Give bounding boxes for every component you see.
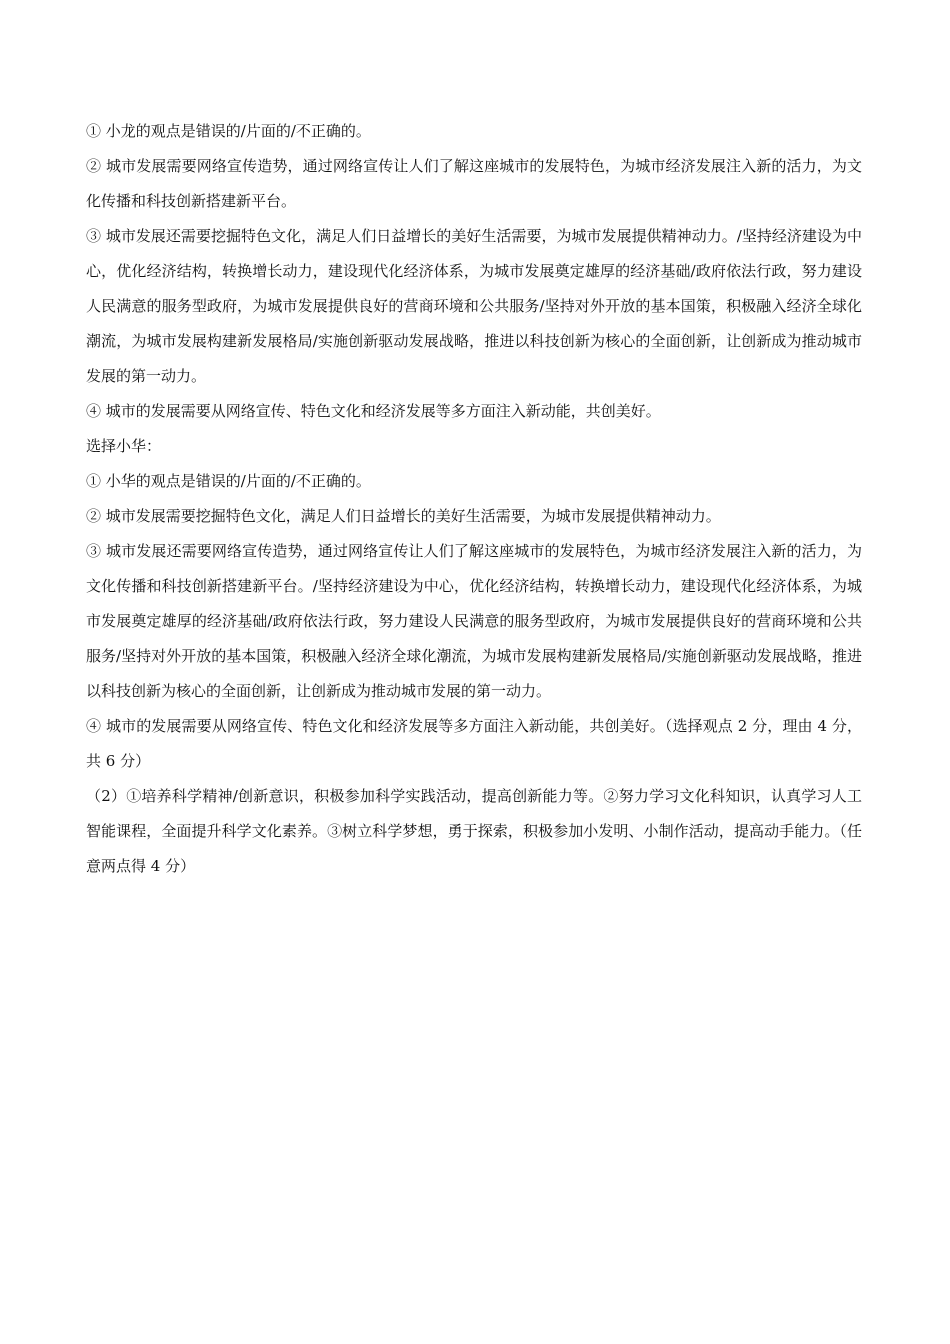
paragraph-choose-xiaohua: 选择小华： (86, 437, 162, 455)
paragraph-xiaohua-point-4: ④ 城市的发展需要从网络宣传、特色文化和经济发展等多方面注入新动能，共创美好。（选择观点 2 分，理由 4 分，共 6 分） (86, 717, 862, 770)
paragraph-xiaohua-point-3: ③ 城市发展还需要网络宣传造势，通过网络宣传让人们了解这座城市的发展特色，为城市经济发展注入新的活力，为文化传播和科技创新搭建新平台。/坚持经济建设为中心，优化经济结构，转换增长动力，建设现代化经济体系，为城市发展奠定雄厚的经济基础/政府依法行政，努力建设人民满意的服务型政府，为城市发展提供良好的营商环境和公共服务/坚持对外开放的基本国策，积极融入经济全球化潮流，为城市发展构建新发展格局/实施创新驱动发展战略，推进以科技创新为核心的全面创新，让创新成为推动城市发展的第一动力。 (86, 542, 862, 700)
paragraph-xiaolong-point-4: ④ 城市的发展需要从网络宣传、特色文化和经济发展等多方面注入新动能，共创美好。 (86, 402, 661, 420)
paragraph-xiaohua-point-1: ① 小华的观点是错误的/片面的/不正确的。 (86, 472, 371, 490)
paragraph-xiaolong-point-1: ① 小龙的观点是错误的/片面的/不正确的。 (86, 122, 371, 140)
paragraph-xiaohua-point-2: ② 城市发展需要挖掘特色文化，满足人们日益增长的美好生活需要，为城市发展提供精神动力。 (86, 507, 721, 525)
paragraph-xiaolong-point-2: ② 城市发展需要网络宣传造势，通过网络宣传让人们了解这座城市的发展特色，为城市经济发展注入新的活力，为文化传播和科技创新搭建新平台。 (86, 157, 862, 210)
paragraph-question-2: （2）①培养科学精神/创新意识，积极参加科学实践活动，提高创新能力等。②努力学习文化科知识，认真学习人工智能课程，全面提升科学文化素养。③树立科学梦想，勇于探索，积极参加小发明、小制作活动，提高动手能力。（任意两点得 4 分） (86, 787, 862, 875)
paragraph-xiaolong-point-3: ③ 城市发展还需要挖掘特色文化，满足人们日益增长的美好生活需要，为城市发展提供精神动力。/坚持经济建设为中心，优化经济结构，转换增长动力，建设现代化经济体系，为城市发展奠定雄厚的经济基础/政府依法行政，努力建设人民满意的服务型政府，为城市发展提供良好的营商环境和公共服务/坚持对外开放的基本国策，积极融入经济全球化潮流，为城市发展构建新发展格局/实施创新驱动发展战略，推进以科技创新为核心的全面创新，让创新成为推动城市发展的第一动力。 (86, 227, 862, 385)
answer-text (86, 114, 862, 884)
